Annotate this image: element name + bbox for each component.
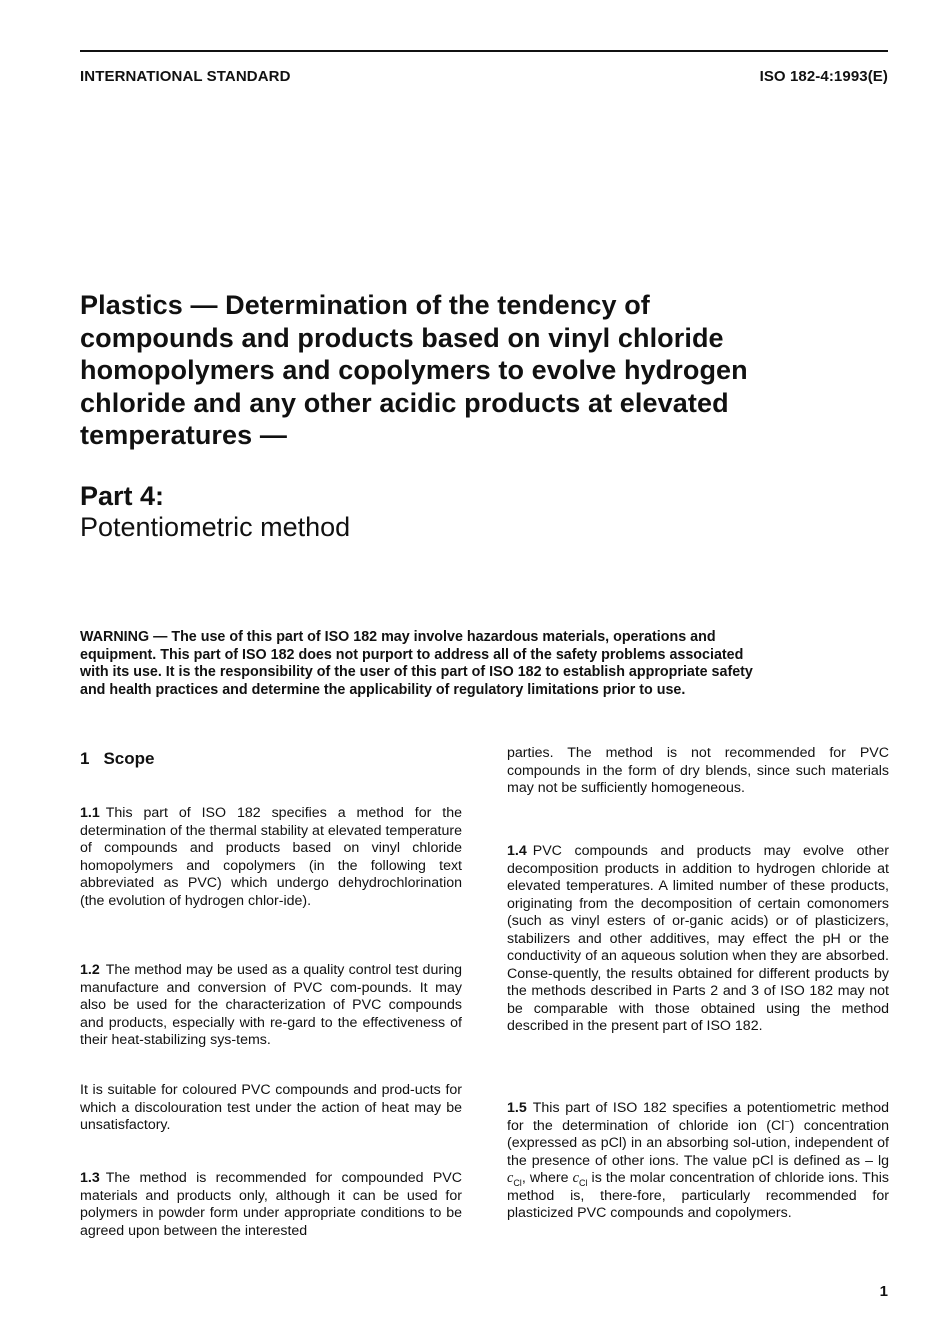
- clause-text: The method may be used as a quality control test during manufacture and conversion of PVC com-pounds. It may also be used for the characterization of PVC compounds and products, especially with re-gard to the effectiveness of their heat-stabilizing sys-tems.: [80, 962, 462, 1048]
- clause-number: 1.5: [507, 1100, 527, 1116]
- paragraph: [80, 1170, 462, 1240]
- clause-1-3-continued: [507, 745, 889, 798]
- clause-number: 1.4: [507, 843, 527, 859]
- paragraph: [507, 745, 889, 798]
- standard-type-label: INTERNATIONAL STANDARD: [80, 68, 291, 85]
- clause-1-5: [507, 1100, 889, 1223]
- clause-text: PVC compounds and products may evolve other decomposition products in addition to hydrogen chloride at elevated temperatures. A limited number of these products, originating from the decomposition of certain comonomers (such as vinyl esters of or-ganic acids) or of plasticizers, stabilizers and other additives, may effect the pH or the conductivity of an aqueous solution when they are absorbed. Conse-quently, the results obtained for different products by the methods described in Parts 2 and 3 of ISO 182 may not be comparable with those obtained using the method described in the present part of ISO 182.: [507, 843, 889, 1034]
- title-line: homopolymers and copolymers to evolve hydrogen: [80, 355, 748, 385]
- paragraph: [507, 843, 889, 1036]
- section-heading-scope: [80, 749, 462, 769]
- warning-line: and health practices and determine the applicability of regulatory limitations prior to use.: [80, 681, 686, 698]
- clause-number: 1.3: [80, 1170, 100, 1186]
- warning-line: with its use. It is the responsibility of the user of this part of ISO 182 to establish appropriate safety: [80, 664, 753, 681]
- clause-1-1: [80, 805, 462, 910]
- variable-c: c: [572, 1170, 579, 1186]
- title-line: compounds and products based on vinyl chloride: [80, 322, 724, 353]
- section-number: 1: [80, 749, 90, 768]
- clause-1-2: [80, 962, 462, 1050]
- paragraph: [80, 962, 462, 1050]
- clause-text: This part of ISO 182 specifies a potentiometric method for the determination of chloride ion (Cl: [507, 1100, 889, 1134]
- title-line: Plastics — Determination of the tendency of: [80, 290, 650, 320]
- part-subtitle: Potentiometric method: [80, 512, 351, 542]
- section-title: Scope: [103, 749, 155, 768]
- left-column: [80, 749, 462, 769]
- superscript-minus: −: [784, 1115, 790, 1126]
- document-title: [80, 289, 840, 452]
- page-number: 1: [879, 1283, 888, 1300]
- clause-1-2-continued: [80, 1082, 462, 1135]
- subscript-cl: Cl: [578, 1177, 588, 1188]
- paragraph: [80, 805, 462, 910]
- clause-1-3: [80, 1170, 462, 1240]
- subscript-cl: Cl: [513, 1177, 522, 1188]
- clause-1-4: [507, 843, 889, 1036]
- title-line: temperatures —: [80, 420, 287, 450]
- part-label: Part 4:: [80, 481, 165, 511]
- header-rule: [80, 50, 888, 52]
- paragraph: [507, 1100, 889, 1223]
- warning-line: equipment. This part of ISO 182 does not purport to address all of the safety problems associated: [80, 646, 744, 663]
- clause-text: parties. The method is not recommended for PVC compounds in the form of dry blends, since such materials may not be sufficiently homogeneous.: [507, 745, 889, 796]
- standard-number: ISO 182-4:1993(E): [759, 68, 888, 85]
- variable-c: c: [507, 1170, 514, 1186]
- clause-text: The method is recommended for compounded PVC materials and products only, although it can be used for polymers in powder form under appropriate conditions to be agreed upon between the interested: [80, 1170, 462, 1239]
- paragraph: [80, 1082, 462, 1135]
- clause-text: This part of ISO 182 specifies a method for the determination of the thermal stability at elevated temperature of compounds and products based on vinyl chloride homopolymers and copolymers (in the following text abbreviated as PVC) which undergo dehydrochlorination (the evolution of hydrogen chlor-ide).: [80, 805, 462, 909]
- clause-number: 1.2: [80, 962, 100, 978]
- warning-notice: [80, 629, 880, 699]
- clause-text: ) concentration (expressed as pCl) in an absorbing sol-ution, independent of the presence of other ions. The value pCl is defined as – lg: [507, 1117, 889, 1169]
- warning-line: WARNING — The use of this part of ISO 182 may involve hazardous materials, operations and: [80, 629, 716, 645]
- clause-text: It is suitable for coloured PVC compounds and prod-ucts for which a discolouration test under the action of heat may be unsatisfactory.: [80, 1082, 462, 1133]
- clause-number: 1.1: [80, 805, 100, 821]
- clause-text: , where: [521, 1170, 573, 1186]
- title-line: chloride and any other acidic products at elevated: [80, 387, 729, 418]
- clause-text: is the molar concentration of chloride ions. This method is, there-fore, particularly recommended for plasticized PVC compounds and copolymers.: [507, 1170, 889, 1221]
